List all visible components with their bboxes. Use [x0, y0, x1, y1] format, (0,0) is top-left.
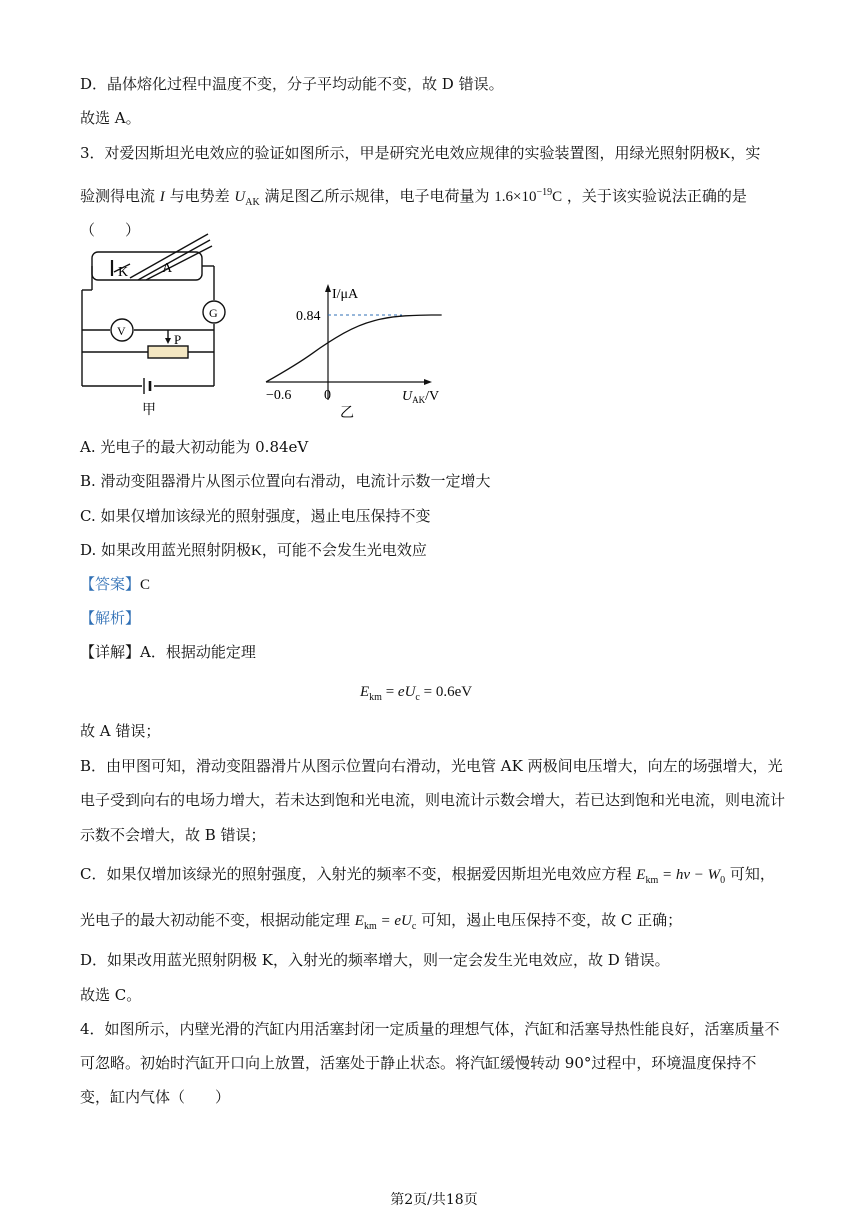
detail-a: 【详解】A．根据动能定理 — [80, 643, 256, 661]
label-p: P — [174, 332, 182, 347]
option-c: C. 如果仅增加该绿光的照射强度，遏止电压保持不变 — [80, 507, 431, 525]
question-3-line1: 3．对爱因斯坦光电效应的验证如图所示，甲是研究光电效应规律的实验装置图，用绿光照射阴极K，实 — [80, 144, 761, 162]
x-neg-label: −0.6 — [266, 388, 292, 403]
answer: 【答案】C — [80, 575, 151, 593]
option-d: D. 如果改用蓝光照射阴极K，可能不会发生光电效应 — [80, 541, 427, 559]
detail-b-2: 电子受到向右的电场力增大，若未达到饱和光电流，则电流计示数会增大，若已达到饱和光电流，则电流计 — [80, 791, 786, 809]
choose-c: 故选 C。 — [80, 986, 142, 1004]
detail-b-1: B．由甲图可知，滑动变阻器滑片从图示位置向右滑动，光电管 AK 两极间电压增大，向左的场强增大，光 — [80, 757, 783, 775]
analysis-tag: 【解析】 — [80, 609, 141, 627]
label-k: K — [118, 265, 129, 280]
question-4-line2: 可忽略。初始时汽缸开口向上放置，活塞处于静止状态。将汽缸缓慢转动 90°过程中，环境温度保持不 — [80, 1054, 757, 1072]
x-label: $U_{AK}/V$ — [402, 389, 440, 405]
y-value-label: 0.84 — [296, 309, 321, 324]
caption-jia: 甲 — [142, 402, 156, 418]
question-3-paren: （ ） — [80, 221, 141, 239]
rheostat — [148, 346, 188, 358]
equation-ekm: $E_{km} = eU_c = 0.6eV$ — [360, 684, 473, 703]
option-a: A. 光电子的最大初动能为 0.84eV — [80, 438, 309, 456]
question-4-line3: 变，缸内气体（ ） — [80, 1088, 231, 1106]
y-label: I/μA — [332, 287, 359, 302]
option-b: B. 滑动变阻器滑片从图示位置向右滑动，电流计示数一定增大 — [80, 472, 491, 490]
detail-c-2: 光电子的最大初动能不变，根据动能定理 $E_{km} = eU_c$ 可知，遏止电压保持不变，故 C 正确； — [80, 911, 683, 932]
circuit-diagram — [78, 230, 248, 420]
caption-yi: 乙 — [340, 405, 354, 421]
a-wrong: 故 A 错误； — [80, 722, 161, 740]
label-v: V — [117, 324, 126, 338]
label-a: A — [162, 261, 173, 276]
line-choose-a: 故选 A。 — [80, 109, 141, 127]
detail-d: D．如果改用蓝光照射阴极 K，入射光的频率增大，则一定会发生光电效应，故 D 错误。 — [80, 951, 670, 969]
iu-graph — [262, 282, 452, 422]
iu-curve — [266, 315, 442, 382]
page-footer: 第2页/共18页 — [390, 1192, 478, 1208]
question-3-line2: 验测得电流 I 与电势差 $U_{AK}$ 满足图乙所示规律，电子电荷量为 $1.6\times 10^{-19}C$ ，关于该实验说法正确的是 — [80, 187, 747, 208]
detail-c-1: C．如果仅增加该绿光的照射强度，入射光的频率不变，根据爱因斯坦光电效应方程 $E_{km} = h\nu - W_0$ 可知， — [80, 865, 775, 886]
origin-label: 0 — [324, 388, 331, 403]
slider-arrow — [165, 338, 171, 344]
line-d-crystal: D．晶体熔化过程中温度不变，分子平均动能不变，故 D 错误。 — [80, 75, 504, 93]
label-g: G — [209, 306, 218, 320]
detail-b-3: 示数不会增大，故 B 错误； — [80, 826, 266, 844]
question-4-line1: 4．如图所示，内壁光滑的汽缸内用活塞封闭一定质量的理想气体，汽缸和活塞导热性能良好，活塞质量不 — [80, 1020, 780, 1038]
